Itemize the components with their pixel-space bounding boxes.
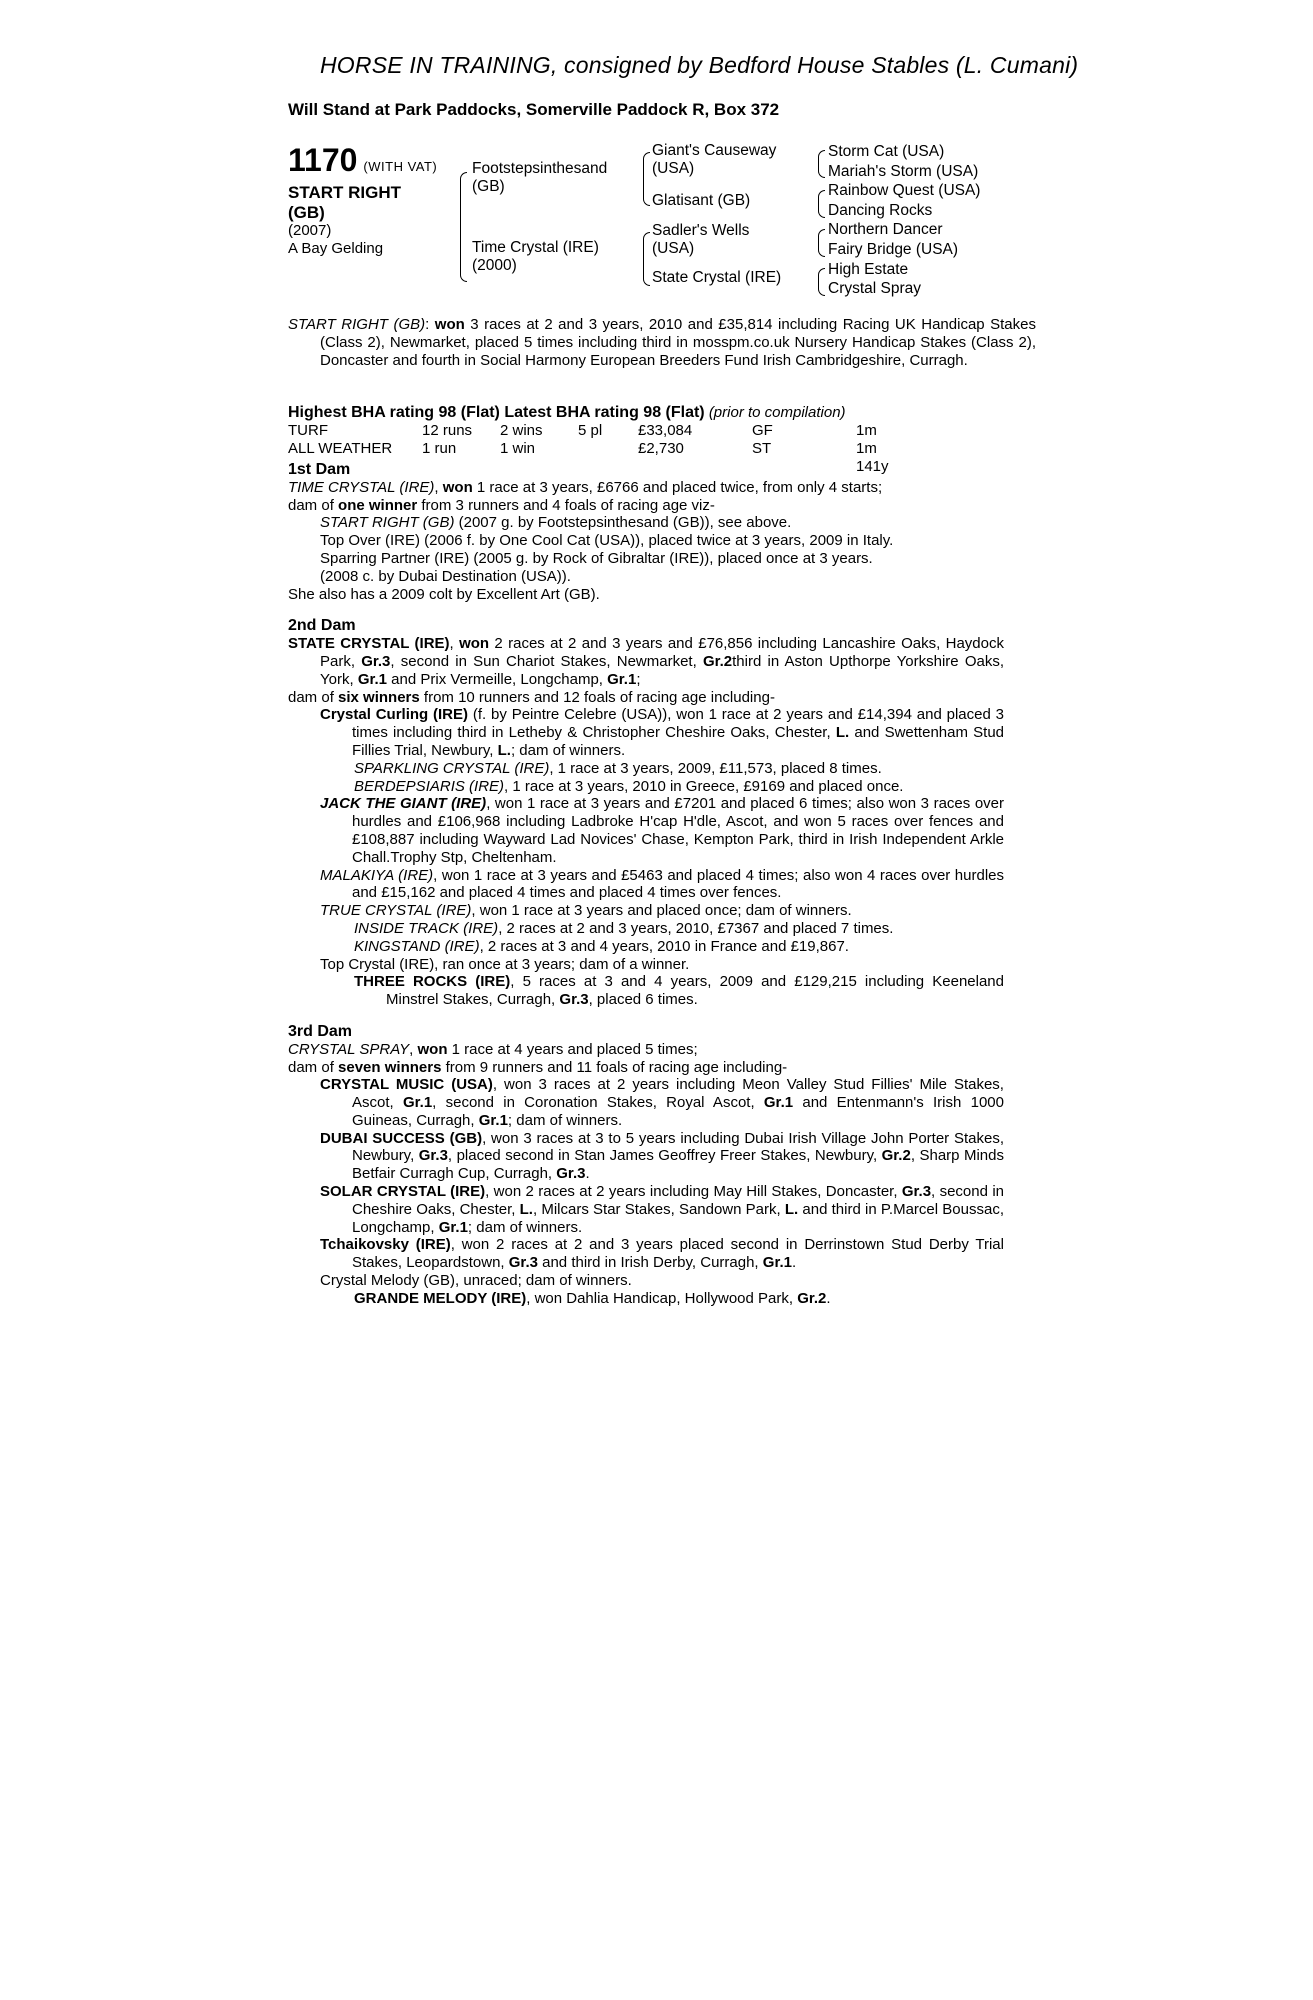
grade: Gr.1 — [438, 1218, 468, 1236]
first-dam-won: won — [442, 478, 473, 496]
stand-location: Will Stand at Park Paddocks, Somerville Paddock R, Box 372 — [288, 100, 780, 119]
offspring-true-crystal — [288, 902, 1004, 920]
grade: Gr.3 — [559, 991, 589, 1009]
offspring-berdepsiaris — [288, 778, 1004, 796]
offspring-solar-crystal — [288, 1183, 1004, 1236]
pedigree-brace-sire — [643, 152, 650, 206]
wins: 2 wins — [500, 422, 543, 439]
grade: Gr.1 — [357, 670, 387, 688]
t: , second in Cheshire Oaks, Chester, — [352, 1183, 1004, 1218]
third-dam-record: CRYSTAL SPRAY, won 1 race at 4 years and placed 5 times; — [288, 1040, 698, 1058]
t: , won Dahlia Handicap, Hollywood Park, — [526, 1289, 798, 1307]
distance: 1m — [856, 422, 877, 439]
t: , placed second in Stan James Geoffrey Freer Stakes, Newbury, — [447, 1147, 882, 1165]
race-summary: START RIGHT (GB): won 3 races at 2 and 3 years, 2010 and £35,814 including Racing UK Handicap Stakes (Class 2), Newmarket, placed 5 times including third in mosspm.co.uk Nursery Handicap Stakes (Class 2), Doncaster and fourth in Social Harmony European Breeders Fund Irish Cambridgeshire, Curragh. — [288, 316, 1036, 369]
offspring-name: JACK THE GIANT (IRE) — [320, 795, 487, 813]
offspring-name: START RIGHT (GB) — [320, 514, 455, 532]
offspring-name: INSIDE TRACK (IRE) — [354, 919, 499, 937]
dam-sire-country: (USA) — [652, 240, 695, 257]
rating-note: (prior to compilation) — [708, 404, 846, 421]
t: , 2 races at 2 and 3 years, 2010, £7367 and placed 7 times. — [498, 919, 894, 937]
placed: 5 pl — [578, 422, 603, 439]
offspring-name: Crystal Curling (IRE) — [320, 706, 469, 724]
second-dam-record: STATE CRYSTAL (IRE), won 2 races at 2 and 3 years and £76,856 including Lancashire Oaks, Haydock Park, Gr.3, second in Sun Chariot Stakes, Newmarket, Gr.2third in Aston Upthorpe Yorkshire Oaks, York, Gr.1 and Prix Vermeille, Longchamp, Gr.1; — [288, 635, 1004, 688]
first-dam-also: She also has a 2009 colt by Excellent Art (GB). — [288, 585, 600, 603]
foaling-year: (2007) — [288, 222, 332, 239]
vat-note: (WITH VAT) — [363, 159, 438, 174]
t: (f. by Peintre Celebre (USA)), won 1 race at 2 years and £14,394 and placed 3 times including third in Letheby & Christopher Cheshire Oaks, Chester, — [352, 706, 1005, 742]
damof-suffix: from 3 runners and 4 foals of racing age viz- — [417, 496, 715, 514]
summary-won: won — [434, 316, 465, 333]
t: 2 races at 2 and 3 years and £76,856 including Lancashire Oaks, Haydock Park, — [320, 635, 1004, 670]
t: ; dam of winners. — [507, 1111, 623, 1129]
grade: Gr.3 — [508, 1254, 538, 1272]
t: dam of — [288, 1058, 339, 1076]
damof-winners: six winners — [338, 688, 420, 706]
offspring-dubai-success — [288, 1130, 1004, 1183]
going: ST — [752, 440, 772, 457]
third-dam-heading: 3rd Dam — [288, 1022, 353, 1040]
t: , won 2 races at 2 years including May Hill Stakes, Doncaster, — [485, 1183, 902, 1201]
ggp-3: Rainbow Quest (USA) — [828, 182, 981, 200]
pedigree-brace-ggp4 — [818, 268, 825, 296]
horse-name-line2: (GB) — [288, 203, 325, 222]
offspring-name: GRANDE MELODY (IRE) — [354, 1289, 527, 1307]
summary-horse-name: START RIGHT (GB) — [288, 316, 426, 333]
rating-row-turf — [288, 422, 877, 440]
t: . — [826, 1289, 831, 1307]
second-dam-name: STATE CRYSTAL (IRE) — [288, 635, 450, 653]
t: , won 3 races at 2 years including Meon Valley Stud Fillies' Mile Stakes, Ascot, — [352, 1076, 1004, 1112]
dam-sire-name: Sadler's Wells — [652, 222, 750, 239]
t: from 10 runners and 12 foals of racing age including- — [419, 688, 775, 706]
going: GF — [752, 422, 773, 439]
t: and third in P.Marcel Boussac, Longchamp, — [352, 1200, 1004, 1236]
t: , won 1 race at 3 years and £5463 and placed 4 times; also won 4 races over hurdles and £15,162 and placed 4 times and placed 4 times over fences. — [352, 866, 1005, 902]
horse-name — [288, 183, 428, 223]
pedigree-brace-dam — [643, 232, 650, 286]
sire-name: Footstepsinthesand — [472, 160, 608, 177]
pedigree-brace-ggp3 — [818, 229, 825, 257]
grade: L. — [497, 741, 511, 759]
sire-sire-name: Giant's Causeway — [652, 142, 777, 159]
grade: Gr.1 — [762, 1254, 792, 1272]
third-dam-won: won — [417, 1040, 448, 1058]
grade: Gr.2 — [702, 652, 733, 670]
t: ; dam of winners. — [510, 741, 626, 759]
grade: Gr.1 — [763, 1094, 794, 1112]
t: , won 1 race at 3 years and placed once; dam of winners. — [471, 902, 852, 920]
lot-number: 1170 — [288, 142, 358, 178]
wins: 1 win — [500, 440, 536, 457]
lot-number-line — [288, 142, 437, 179]
offspring-name: KINGSTAND (IRE) — [354, 937, 480, 955]
t: , won 1 race at 3 years and £7201 and placed 6 times; also won 3 races over hurdles and £106,968 including Ladbroke H'cap H'dle, Ascot, and won 5 races over fences and £108,887 including Wayward Lad Novices' Chase, Kempton Park, third in Irish Independent Arkle Chall.Trophy Stp, Cheltenham. — [352, 795, 1005, 866]
pedigree-notes — [288, 461, 1004, 1308]
grade: Gr.2 — [797, 1289, 827, 1307]
grade: Gr.3 — [361, 652, 391, 670]
offspring-name: SPARKLING CRYSTAL (IRE) — [354, 759, 550, 777]
offspring-tchaikovsky — [288, 1236, 1004, 1272]
third-dam-damof — [288, 1059, 1004, 1077]
ggp-4: Dancing Rocks — [828, 201, 933, 219]
t: , 2 races at 3 and 4 years, 2010 in France and £19,867. — [479, 937, 849, 955]
offspring-name: SOLAR CRYSTAL (IRE) — [320, 1183, 486, 1201]
offspring-crystal-music — [288, 1076, 1004, 1129]
grade: Gr.1 — [402, 1094, 433, 1112]
offspring-kingstand — [288, 938, 1004, 956]
offspring-top-over: Top Over (IRE) (2006 f. by One Cool Cat (USA)), placed twice at 3 years, 2009 in Italy. — [320, 532, 894, 550]
t: third in Aston Upthorpe Yorkshire Oaks, York, — [320, 652, 1004, 688]
horse-description: A Bay Gelding — [288, 240, 384, 257]
offspring-name: Tchaikovsky (IRE) — [320, 1236, 451, 1254]
ggp-6: Fairy Bridge (USA) — [828, 240, 959, 258]
grade: Gr.1 — [478, 1111, 508, 1129]
t: , Milcars Star Stakes, Sandown Park, — [532, 1200, 785, 1218]
pedigree-brace-ggp1 — [818, 150, 825, 178]
ggp-7: High Estate — [828, 260, 909, 278]
second-dam-damof — [288, 689, 1004, 707]
pedigree-ggp — [828, 142, 980, 299]
t: , 1 race at 3 years, 2010 in Greece, £9169 and placed once. — [504, 777, 904, 795]
pedigree-dam-dam: State Crystal (IRE) — [652, 269, 782, 286]
summary-text: 3 races at 2 and 3 years, 2010 and £35,814 including Racing UK Handicap Stakes (Class 2), Newmarket, placed 5 times including third in mosspm.co.uk Nursery Handicap Stakes (Class 2), Doncaster and fourth in Social Harmony European Breeders Fund Irish Cambridgeshire, Curragh. — [320, 316, 1036, 369]
t: , 5 races at 3 and 4 years, 2009 and £129,215 including Keeneland Minstrel Stakes, Curragh, — [386, 973, 1004, 1009]
damof-prefix: dam of — [288, 496, 339, 514]
t: 1 race at 4 years and placed 5 times; — [447, 1040, 698, 1058]
t: and third in Irish Derby, Curragh, — [537, 1254, 763, 1272]
t: , won 2 races at 2 and 3 years placed second in Derrinstown Stud Derby Trial Stakes, Leopardstown, — [352, 1236, 1004, 1272]
offspring-name: MALAKIYA (IRE) — [320, 866, 434, 884]
grade: Gr.3 — [901, 1183, 932, 1201]
grade: Gr.3 — [556, 1165, 586, 1183]
offspring-malakiya — [288, 867, 1004, 903]
offspring-sparring-partner: Sparring Partner (IRE) (2005 g. by Rock of Gibraltar (IRE)), placed once at 3 years. — [320, 549, 873, 567]
t: ; dam of winners. — [467, 1218, 583, 1236]
t: and Prix Vermeille, Longchamp, — [387, 670, 608, 688]
t: and Entenmann's Irish 1000 Guineas, Curragh, — [352, 1094, 1004, 1129]
damof-winners: seven winners — [338, 1058, 442, 1076]
t: , second in Coronation Stakes, Royal Ascot, — [432, 1094, 764, 1112]
sire-country: (GB) — [472, 178, 505, 195]
surface: TURF — [288, 422, 328, 439]
sire-sire-country: (USA) — [652, 160, 695, 177]
pedigree-brace-ggp2 — [818, 190, 825, 218]
ggp-1: Storm Cat (USA) — [828, 143, 945, 160]
grade: L. — [835, 724, 850, 742]
t: . — [585, 1165, 590, 1183]
offspring-three-rocks — [288, 973, 1004, 1009]
pedigree-sire-dam: Glatisant (GB) — [652, 192, 751, 209]
dam-year: (2000) — [472, 257, 517, 274]
ggp-5: Northern Dancer — [828, 221, 943, 239]
offspring-name: THREE ROCKS (IRE) — [354, 973, 511, 991]
offspring-inside-track — [288, 920, 1004, 938]
runs: 12 runs — [422, 422, 473, 439]
surface: ALL WEATHER — [288, 440, 393, 457]
first-dam-record: 1 race at 3 years, £6766 and placed twice, from only 4 starts; — [472, 478, 883, 496]
grade: Gr.3 — [418, 1147, 448, 1165]
first-dam-name: TIME CRYSTAL (IRE) — [288, 478, 435, 496]
pedigree-sire — [472, 160, 607, 196]
ggp-2: Mariah's Storm (USA) — [828, 162, 979, 180]
runs: 1 run — [422, 440, 457, 457]
offspring-crystal-melody: Crystal Melody (GB), unraced; dam of winners. — [320, 1272, 632, 1290]
t: , Sharp Minds Betfair Curragh Cup, Curragh, — [352, 1147, 1004, 1183]
grade: Gr.1 — [607, 670, 637, 688]
offspring-text: (2007 g. by Footstepsinthesand (GB)), see above. — [454, 514, 792, 532]
grade: Gr.2 — [881, 1147, 911, 1165]
t: , placed 6 times. — [588, 991, 698, 1009]
rating-title: Highest BHA rating 98 (Flat) Latest BHA rating 98 (Flat) — [288, 404, 705, 421]
t: ; — [636, 670, 641, 688]
ggp-8: Crystal Spray — [828, 280, 922, 298]
first-dam-line2 — [288, 497, 1004, 515]
t: , 1 race at 3 years, 2009, £11,573, placed 8 times. — [549, 759, 882, 777]
t: , second in Sun Chariot Stakes, Newmarket, — [390, 652, 703, 670]
offspring-grande-melody — [288, 1290, 1004, 1308]
t: from 9 runners and 11 foals of racing age including- — [441, 1058, 788, 1076]
horse-details — [288, 222, 383, 258]
grade: L. — [784, 1200, 799, 1218]
distance: 1m 141y — [856, 440, 889, 475]
grade: L. — [519, 1200, 533, 1218]
offspring-name: CRYSTAL MUSIC (USA) — [320, 1076, 493, 1094]
pedigree-dam-sire — [652, 222, 749, 258]
t: . — [791, 1254, 797, 1272]
t: , won 3 races at 3 to 5 years including Dubai Irish Village John Porter Stakes, Newbury, — [352, 1129, 1004, 1165]
damof-winners: one winner — [338, 496, 418, 514]
horse-name-line1: START RIGHT — [288, 183, 402, 202]
earnings: £2,730 — [638, 440, 684, 457]
first-dam-line1: TIME CRYSTAL (IRE), won 1 race at 3 years, £6766 and placed twice, from only 4 starts; — [288, 478, 883, 496]
offspring-sparkling-crystal — [288, 760, 1004, 778]
offspring-crystal-curling — [288, 706, 1004, 759]
offspring-jack-the-giant — [288, 795, 1004, 866]
offspring-name: DUBAI SUCCESS (GB) — [320, 1129, 483, 1147]
second-dam-heading: 2nd Dam — [288, 617, 356, 635]
pedigree-dam — [472, 239, 599, 275]
third-dam-name: CRYSTAL SPRAY — [288, 1040, 410, 1058]
offspring-name: BERDEPSIARIS (IRE) — [354, 777, 505, 795]
consignor-header: HORSE IN TRAINING, consigned by Bedford House Stables (L. Cumani) — [320, 52, 1079, 78]
earnings: £33,084 — [638, 422, 693, 439]
offspring-start-right — [288, 514, 1004, 532]
second-dam-won: won — [459, 635, 490, 653]
t: and Swettenham Stud Fillies Trial, Newbury, — [352, 724, 1005, 759]
offspring-2008-colt: (2008 c. by Dubai Destination (USA)). — [320, 567, 571, 585]
offspring-name: TRUE CRYSTAL (IRE) — [320, 902, 472, 920]
offspring-top-crystal: Top Crystal (IRE), ran once at 3 years; dam of a winner. — [320, 955, 690, 973]
dam-name: Time Crystal (IRE) — [472, 239, 599, 256]
pedigree-brace-main — [460, 172, 467, 282]
t: dam of — [288, 688, 339, 706]
first-dam-heading: 1st Dam — [288, 461, 351, 478]
pedigree-sire-sire — [652, 142, 776, 178]
